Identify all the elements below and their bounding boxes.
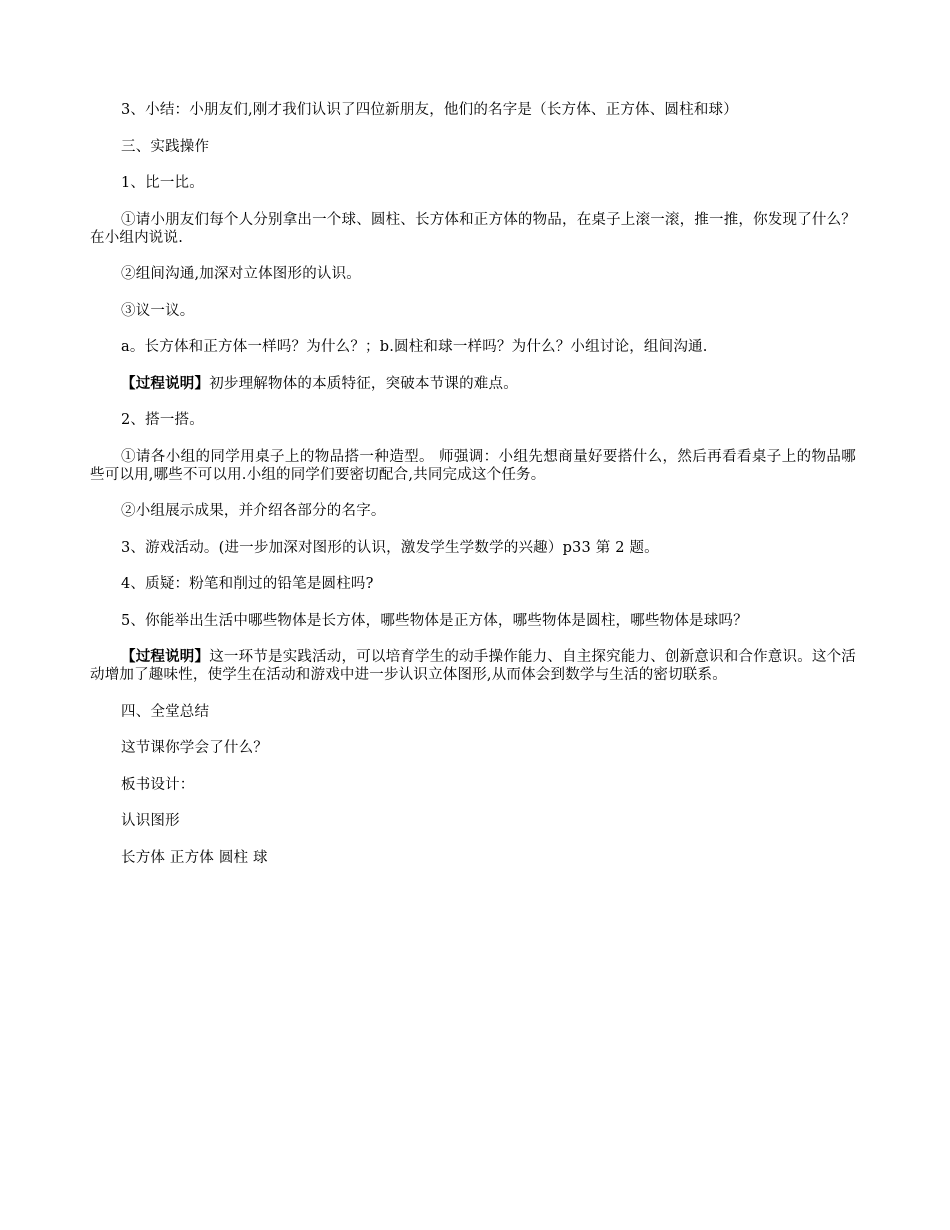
paragraph-compare-step-3: ③议一议。 — [121, 302, 195, 319]
paragraph-discussion: a。长方体和正方体一样吗？为什么？；b.圆柱和球一样吗？为什么？小组讨论，组间沟通. — [121, 339, 708, 355]
paragraph-examples: 5、你能举出生活中哪些物体是长方体，哪些物体是正方体，哪些物体是圆柱，哪些物体是球吗？ — [121, 612, 748, 629]
paragraph-review-question: 这节课你学会了什么？ — [121, 740, 268, 756]
process-note-label: 【过程说明】 — [121, 648, 210, 665]
paragraph-question: 4、质疑：粉笔和削过的铅笔是圆柱吗? — [121, 576, 374, 592]
paragraph-game: 3、游戏活动。(进一步加深对图形的认识，激发学生学数学的兴趣）p33 第 2 题。 — [121, 539, 659, 556]
paragraph-build: 2、搭一搭。 — [121, 412, 204, 428]
paragraph-build-step-1: ①请各小组的同学用桌子上的物品搭一种造型。 师强调：小组先想商量好要搭什么，然后再看看桌子上的物品哪些可以用,哪些不可以用.小组的同学们要密切配合,共同完成这个任务。 — [90, 448, 856, 483]
paragraph-summary: 3、小结：小朋友们,刚才我们认识了四位新朋友，他们的名字是（长方体、正方体、圆柱和球） — [121, 102, 738, 118]
paragraph-board-shapes: 长方体 正方体 圆柱 球 — [121, 849, 268, 866]
paragraph-process-note-2: 【过程说明】这一环节是实践活动，可以培育学生的动手操作能力、自主探究能力、创新意识和合作意识。这个活动增加了趣味性，使学生在活动和游戏中进一步认识立体图形,从而体会到数学与生活的密切联系。 — [90, 648, 856, 683]
paragraph-build-step-2: ②小组展示成果，并介绍各部分的名字。 — [121, 503, 386, 519]
paragraph-process-note-1: 【过程说明】初步理解物体的本质特征，突破本节课的难点。 — [121, 374, 518, 392]
paragraph-board-design: 板书设计： — [121, 776, 195, 793]
paragraph-compare: 1、比一比。 — [121, 175, 204, 191]
section-heading-practice: 三、实践操作 — [121, 138, 210, 155]
paragraph-board-title: 认识图形 — [121, 813, 180, 829]
document-body — [90, 101, 856, 885]
process-note-label: 【过程说明】 — [121, 374, 210, 392]
paragraph-compare-step-2: ②组间沟通,加深对立体图形的认识。 — [121, 266, 362, 282]
paragraph-compare-step-1: ①请小朋友们每个人分别拿出一个球、圆柱、长方体和正方体的物品，在桌子上滚一滚，推一推，你发现了什么？在小组内说说. — [90, 211, 856, 246]
section-heading-summary: 四、全堂总结 — [121, 703, 210, 720]
